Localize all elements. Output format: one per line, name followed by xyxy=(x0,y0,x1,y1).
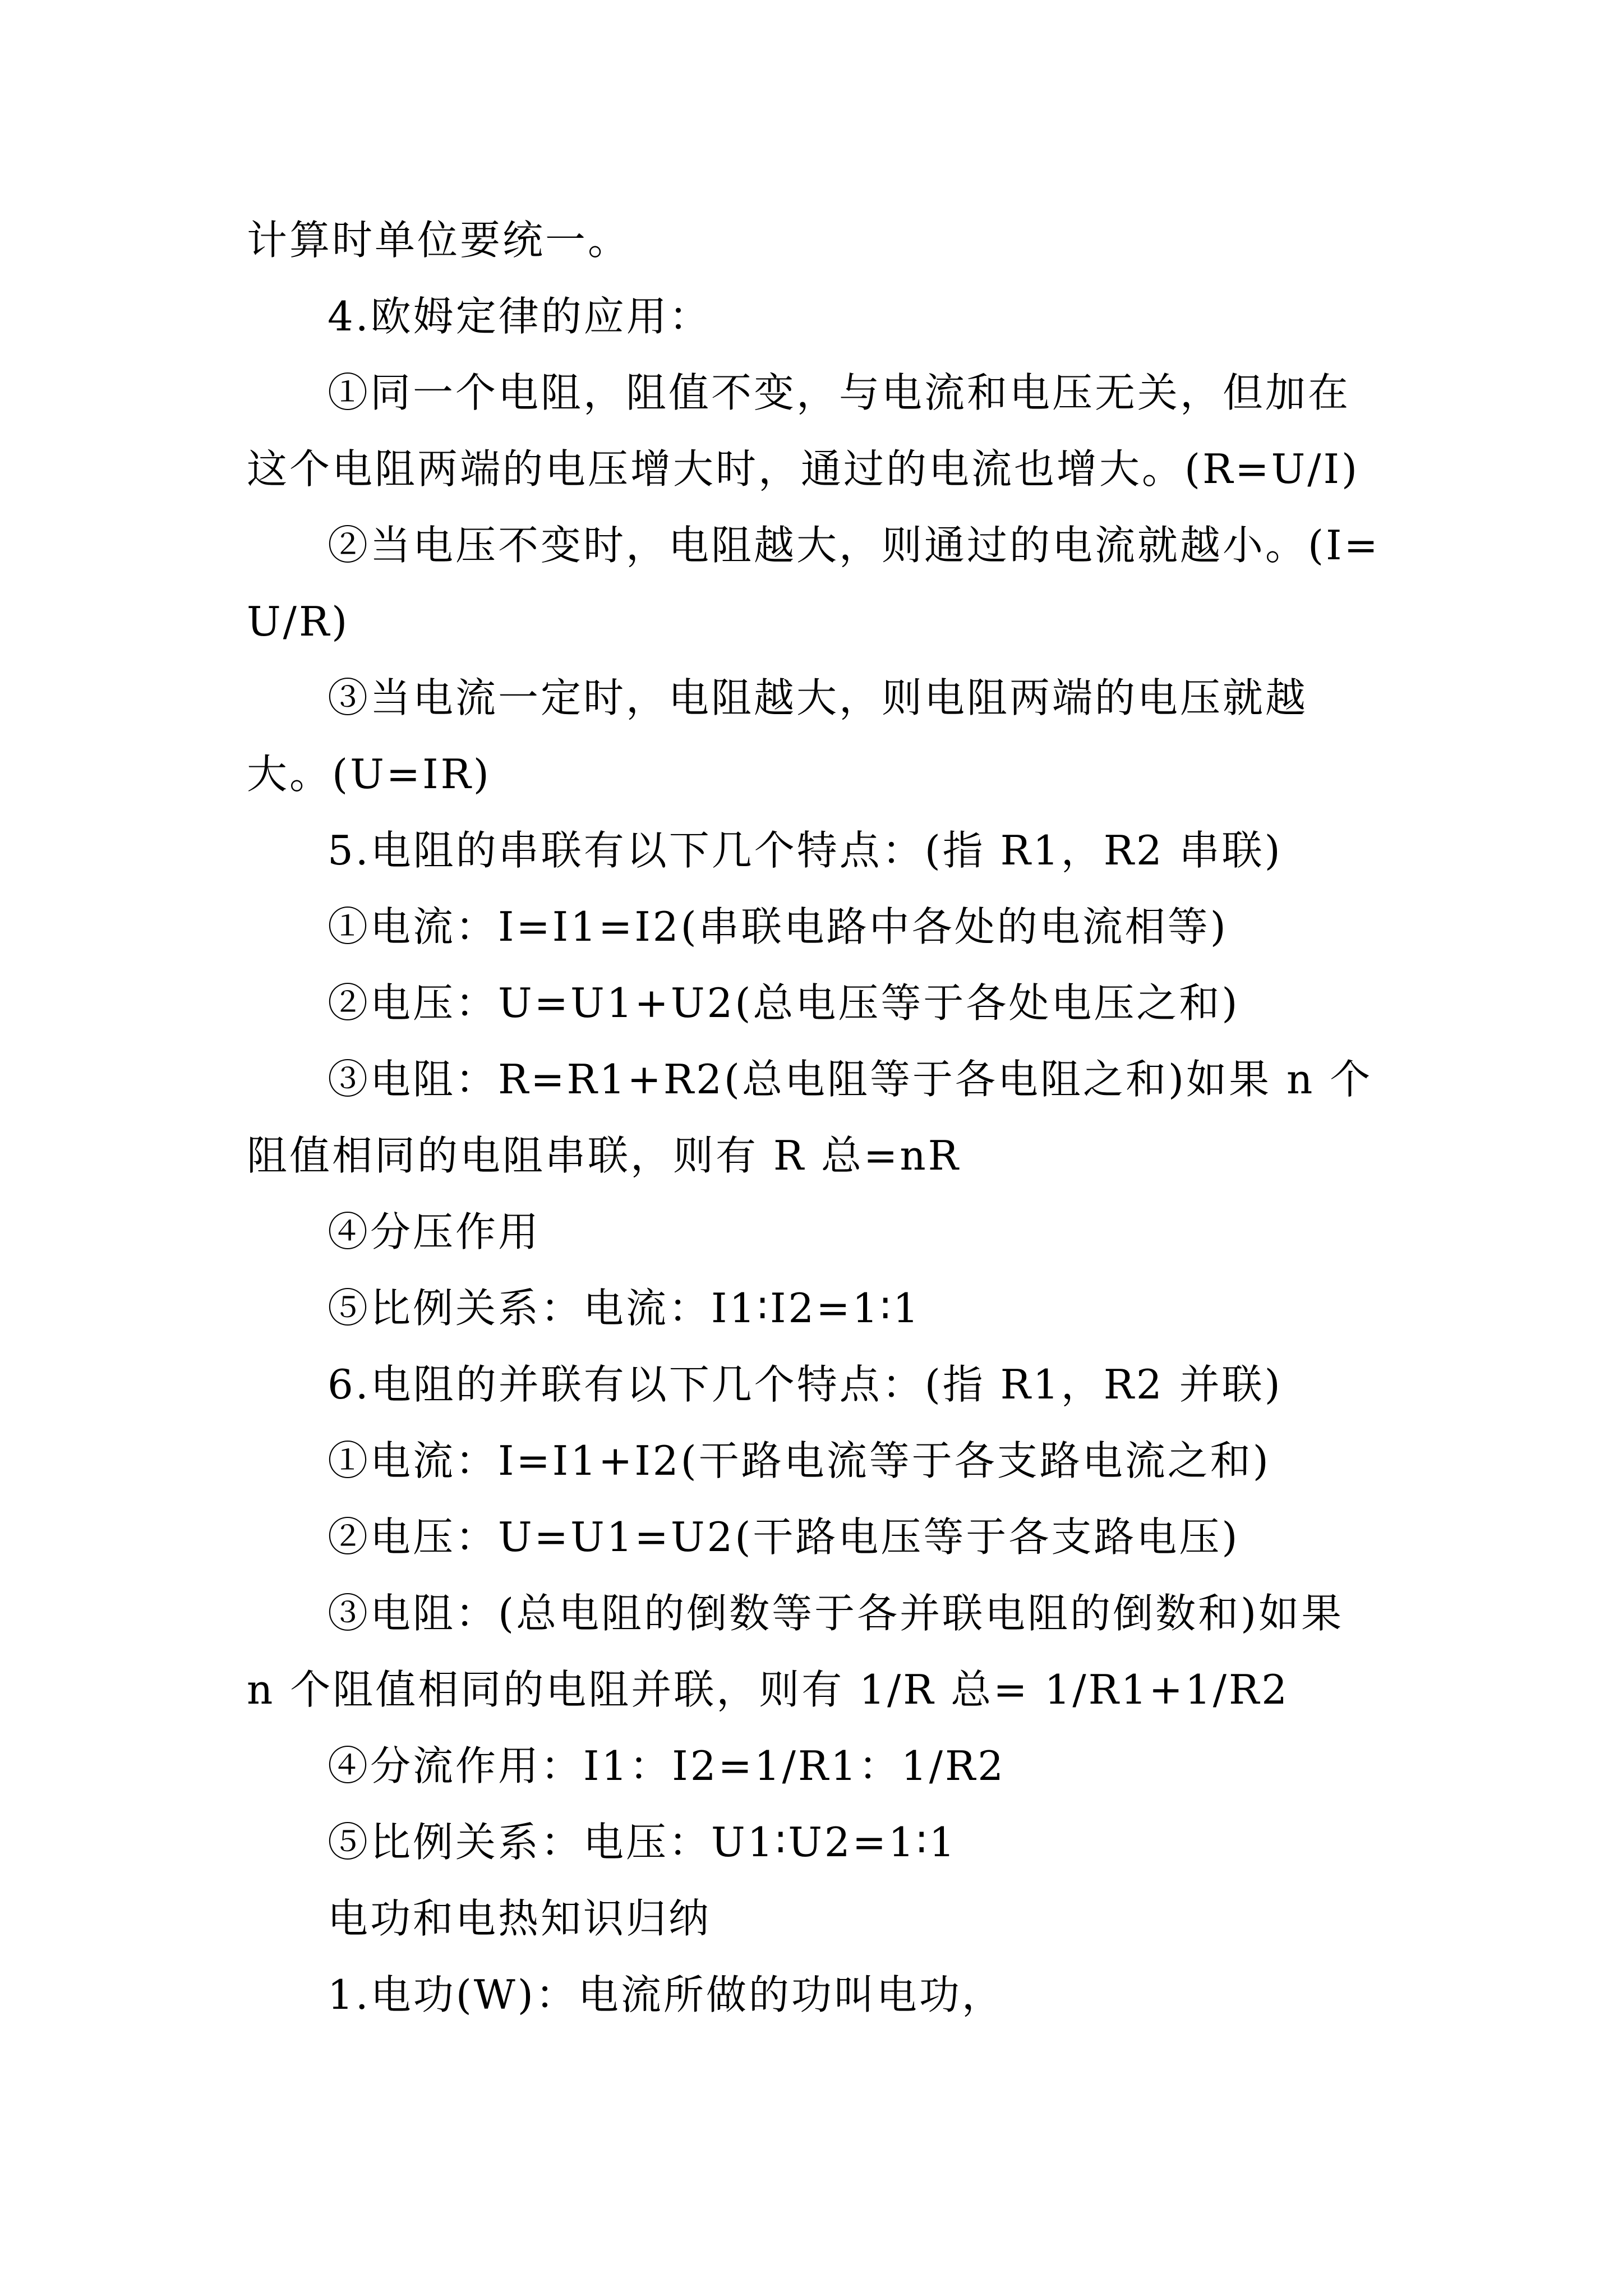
paragraph-ohm-item-3: ③当电流一定时，电阻越大，则电阻两端的电压就越大。(U=IR) xyxy=(247,674,1308,798)
heading-ohms-law-application: 4.欧姆定律的应用： xyxy=(328,293,712,340)
paragraph-parallel-voltage: ②电压：U=U1=U2(干路电压等于各支路电压) xyxy=(328,1513,1240,1561)
paragraph-series-current: ①电流：I=I1=I2(串联电路中各处的电流相等) xyxy=(328,903,1228,950)
paragraph-electric-work-definition: 1.电功(W)：电流所做的功叫电功， xyxy=(328,1971,1004,2018)
paragraph-series-voltage-divider: ④分压作用 xyxy=(328,1208,541,1255)
document-body xyxy=(247,202,1385,2033)
paragraph-series-voltage: ②电压：U=U1+U2(总电压等于各处电压之和) xyxy=(328,979,1240,1027)
paragraph-series-ratio: ⑤比例关系：电流：I1∶I2=1∶1 xyxy=(328,1285,921,1332)
paragraph-parallel-resistance: ③电阻：(总电阻的倒数等于各并联电阻的倒数和)如果 n 个阻值相同的电阻并联，则有 1/R 总= 1/R1+1/R2 xyxy=(247,1590,1359,1713)
heading-electric-work-heat: 电功和电热知识归纳 xyxy=(328,1895,712,1942)
paragraph-ohm-item-2: ②当电压不变时，电阻越大，则通过的电流就越小。(I=U/R) xyxy=(247,522,1380,645)
paragraph-parallel-current: ①电流：I=I1+I2(干路电流等于各支路电流之和) xyxy=(328,1437,1271,1484)
heading-series-resistors: 5.电阻的串联有以下几个特点：(指 R1，R2 串联) xyxy=(328,827,1283,874)
heading-parallel-resistors: 6.电阻的并联有以下几个特点：(指 R1，R2 并联) xyxy=(328,1361,1283,1408)
paragraph-parallel-current-divider: ④分流作用：I1：I2=1/R1：1/R2 xyxy=(328,1742,1006,1789)
paragraph-series-resistance: ③电阻：R=R1+R2(总电阻等于各电阻之和)如果 n 个阻值相同的电阻串联，则有 R 总=nR xyxy=(247,1056,1373,1179)
paragraph-ohm-item-1: ①同一个电阻，阻值不变，与电流和电压无关，但加在这个电阻两端的电压增大时，通过的电流也增大。(R=U/I) xyxy=(247,369,1360,493)
paragraph-unit-consistency: 计算时单位要统一。 xyxy=(247,217,631,264)
paragraph-parallel-ratio: ⑤比例关系：电压：U1∶U2=1∶1 xyxy=(328,1819,957,1866)
